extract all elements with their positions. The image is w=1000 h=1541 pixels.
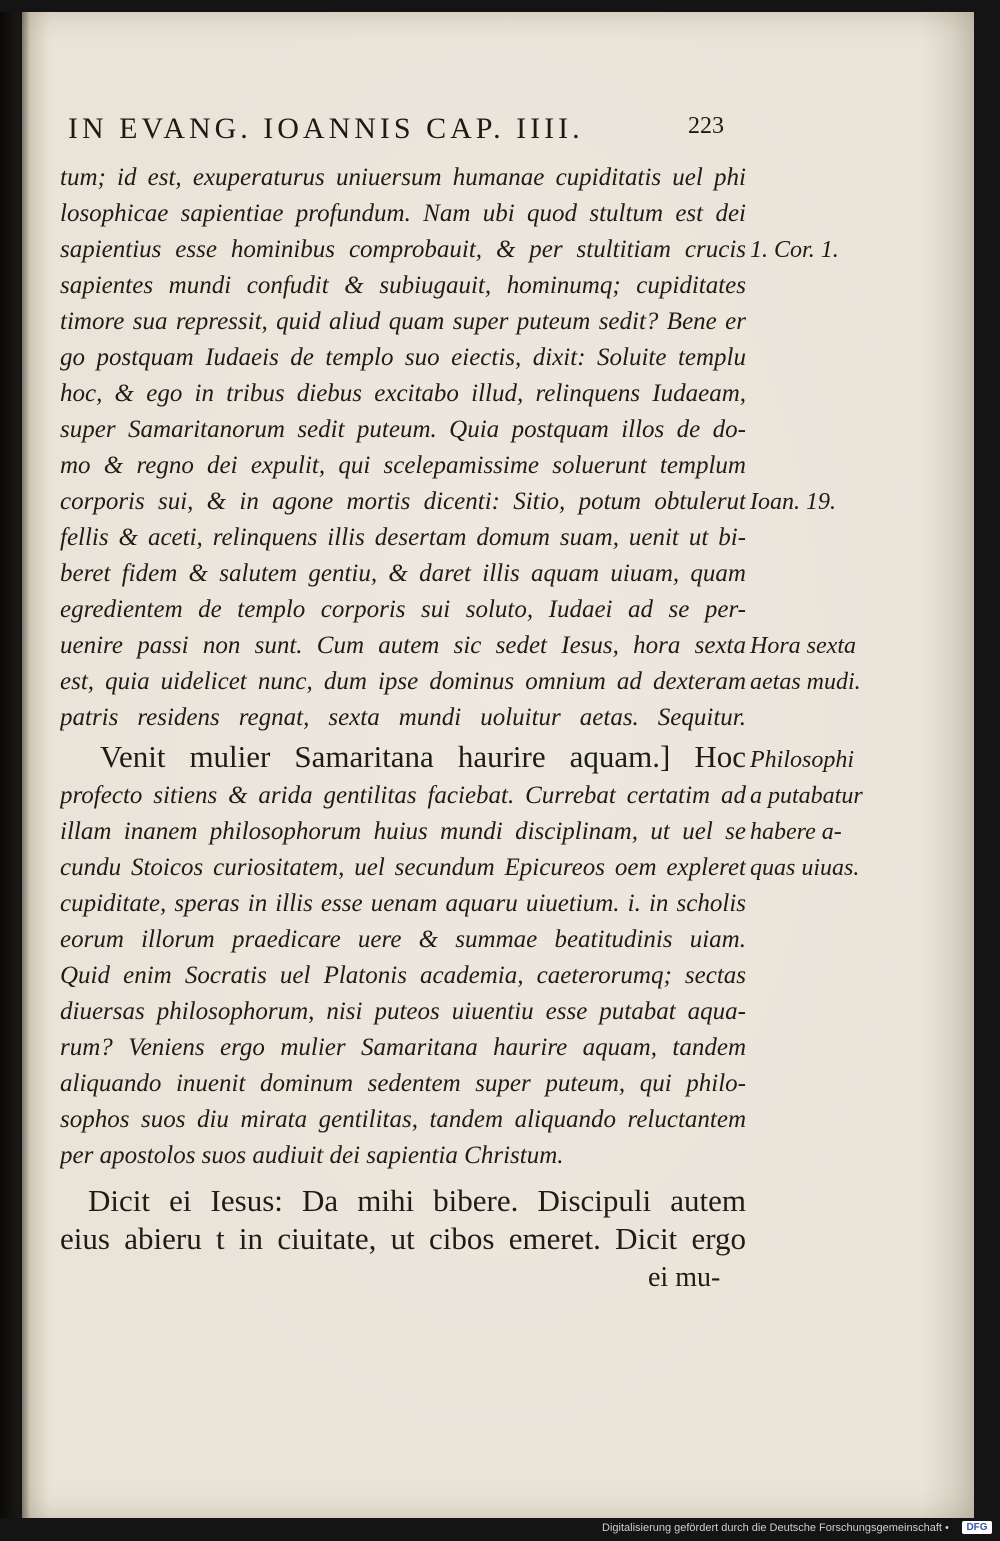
text-line: uenire passi non sunt. Cum autem sic sedet Iesus, hora sexta xyxy=(60,632,746,659)
margin-note: a putabatur xyxy=(750,783,863,809)
text-line: patris residens regnat, sexta mundi uoluitur aetas. Sequitur. xyxy=(60,704,746,731)
dfg-logo: DFG xyxy=(962,1521,992,1534)
margin-note: aetas mudi. xyxy=(750,669,861,695)
text-line: diuersas philosophorum, nisi puteos uiuentiu esse putabat aqua- xyxy=(60,998,746,1025)
margin-note: Hora sexta xyxy=(750,633,856,659)
text-line: super Samaritanorum sedit puteum. Quia postquam illos de do- xyxy=(60,416,746,443)
text-line: aliquando inuenit dominum sedentem super puteum, qui philo- xyxy=(60,1070,746,1097)
text-line: egredientem de templo corporis sui soluto, Iudaei ad se per- xyxy=(60,596,746,623)
text-line: sapientes mundi confudit & subiugauit, hominumq; cupiditates xyxy=(60,272,746,299)
lemma-line: Venit mulier Samaritana haurire aquam.] Hoc xyxy=(100,739,746,774)
running-head: IN EVANG. IOANNIS CAP. IIII. xyxy=(68,112,584,145)
text-line: mo & regno dei expulit, qui scelератissime soluerunt templum xyxy=(60,452,746,479)
text-line: illam inanem philosophorum huius mundi disciplinam, ut uel se xyxy=(60,818,746,845)
page-number: 223 xyxy=(688,113,724,139)
text-line: hoc, & ego in tribus diebus excitabo illud, relinquens Iudaeam, xyxy=(60,380,746,407)
text-line: eorum illorum praedicare uere & summae beatitudinis uiam. xyxy=(60,926,746,953)
lemma-line: eius abieru t in ciuitate, ut cibos emeret. Dicit ergo xyxy=(60,1221,746,1256)
digitization-credit: Digitalisierung gefördert durch die Deutsche Forschungsgemeinschaft • xyxy=(602,1522,949,1534)
text-line: beret fidem & salutem gentiu, & daret illis aquam uiuam, quam xyxy=(60,560,746,587)
binding-shadow xyxy=(0,12,30,1518)
text-line: corporis sui, & in agone mortis dicenti: Sitio, potum obtulerut xyxy=(60,488,746,515)
text-line: sophos suos diu mirata gentilitas, tandem aliquando reluctantem xyxy=(60,1106,746,1133)
text-line: sapientius esse hominibus comprobauit, & per stultitiam crucis xyxy=(60,236,746,263)
lemma-line: Dicit ei Iesus: Da mihi bibere. Discipuli autem xyxy=(88,1183,746,1218)
text-line: rum? Veniens ergo mulier Samaritana haurire aquam, tandem xyxy=(60,1034,746,1061)
margin-note: quas uiuas. xyxy=(750,855,860,881)
text-line: go postquam Iudaeis de templo suo eiectis, dixit: Soluite templu xyxy=(60,344,746,371)
text-line: Quid enim Socratis uel Platonis academia, caeterorumq; sectas xyxy=(60,962,746,989)
text-line: per apostolos suos audiuit dei sapientia Christum. xyxy=(60,1142,564,1169)
margin-note: Ioan. 19. xyxy=(750,489,836,515)
text-line: timore sua repressit, quid aliud quam super puteum sedit? Bene er xyxy=(60,308,746,335)
margin-note: 1. Cor. 1. xyxy=(750,237,839,263)
text-line: cundu Stoicos curiositatem, uel secundum Epicureos oem expleret xyxy=(60,854,746,881)
margin-note: habere a- xyxy=(750,819,842,845)
catchword: ei mu- xyxy=(648,1262,721,1293)
text-line: cupiditate, speras in illis esse uenam aquaru uiuetium. i. in scholis xyxy=(60,890,746,917)
text-line: losophicae sapientiae profundum. Nam ubi quod stultum est dei xyxy=(60,200,746,227)
margin-note: Philosophi xyxy=(750,747,855,773)
text-line: fellis & aceti, relinquens illis desertam domum suam, uenit ut bi- xyxy=(60,524,746,551)
text-line: est, quia uidelicet nunc, dum ipse dominus omnium ad dexteram xyxy=(60,668,746,695)
text-line: profecto sitiens & arida gentilitas faciebat. Currebat certatim ad xyxy=(60,782,746,809)
text-line: tum; id est, exuperaturus uniuersum humanae cupiditatis uel phi xyxy=(60,164,746,191)
